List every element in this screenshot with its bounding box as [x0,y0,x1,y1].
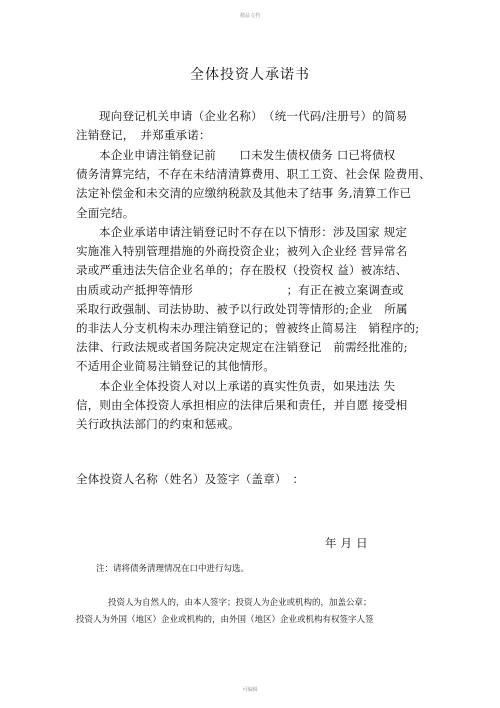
intro-paragraph [76,107,432,145]
footnote-foreign-investor: 投资人为外国（地区）企业或机构的，由外国（地区）企业或机构有权签字人签 [76,615,374,625]
text-line: 法定补偿金和未交清的应缴纳税款及其他未了结事 务,清算工作已 [76,186,412,201]
footer-watermark: 可编辑 [242,687,258,693]
clearance-paragraph [76,146,432,223]
conditions-paragraph [76,223,432,377]
responsibility-paragraph [76,377,432,435]
text-line: 本企业全体投资人对以上承诺的真实性负责，如果违法 失 [99,379,396,393]
document-title: 全体投资人承诺书 [190,67,310,83]
date-label: 年 月 日 [325,536,368,550]
text-line: 本企业申请注销登记前 口未发生债权债务 口已将债权 [99,148,396,162]
text-line: 不适用企业简易注销登记的其他情形。 [76,359,275,374]
signature-label: 全体投资人名称（姓名）及签字（盖章） ： [76,472,305,486]
text-line: 的非法人分支机构未办理注销登记的；曾被终止简易注 销程序的; [76,320,420,335]
text-line: 采取行政强制、司法协助、被予以行政处罚等情形的;企业 所属 [76,301,408,316]
text-line: 债务清算完结，不存在未结清清算费用、职工工资、社会保 险费用、 [76,167,431,182]
text-line: 法律、行政法规或者国务院决定规定在注销登记 前需经批准的; [76,340,408,355]
footnote-signature-rule: 投资人为自然人的，由本人签字；投资人为企业或机构的，加盖公章； [108,598,372,608]
text-line: 本企业承诺申请注销登记时不存在以下情形：涉及国家 规定 [99,225,408,239]
text-line: 注销登记， 并郑重承诺： [76,128,211,143]
text-line: 关行政执法部门的约束和惩戒。 [76,417,240,432]
footnote-checkbox-instruction: 注：请将债务清理情况在口中进行勾选。 [96,564,250,574]
text-line: 现向登记机关申请（企业名称） （统一代码/注册号）的简易 [99,109,408,123]
text-line: 录或严重违法失信企业名单的；存在股权（投资权 益）被冻结、 [76,263,408,278]
text-line: 由质或动产抵押等情形 ；有正在被立案调查或 [76,282,404,297]
text-line: 实施准入特别管理措施的外商投资企业；被列入企业经 营异常名 [76,244,408,259]
text-line: 信，则由全体投资人承担相应的法律后果和责任，并自愿 接受相 [76,398,408,413]
text-line: 全面完结。 [76,205,135,220]
header-watermark: 精品文档 [239,13,260,19]
